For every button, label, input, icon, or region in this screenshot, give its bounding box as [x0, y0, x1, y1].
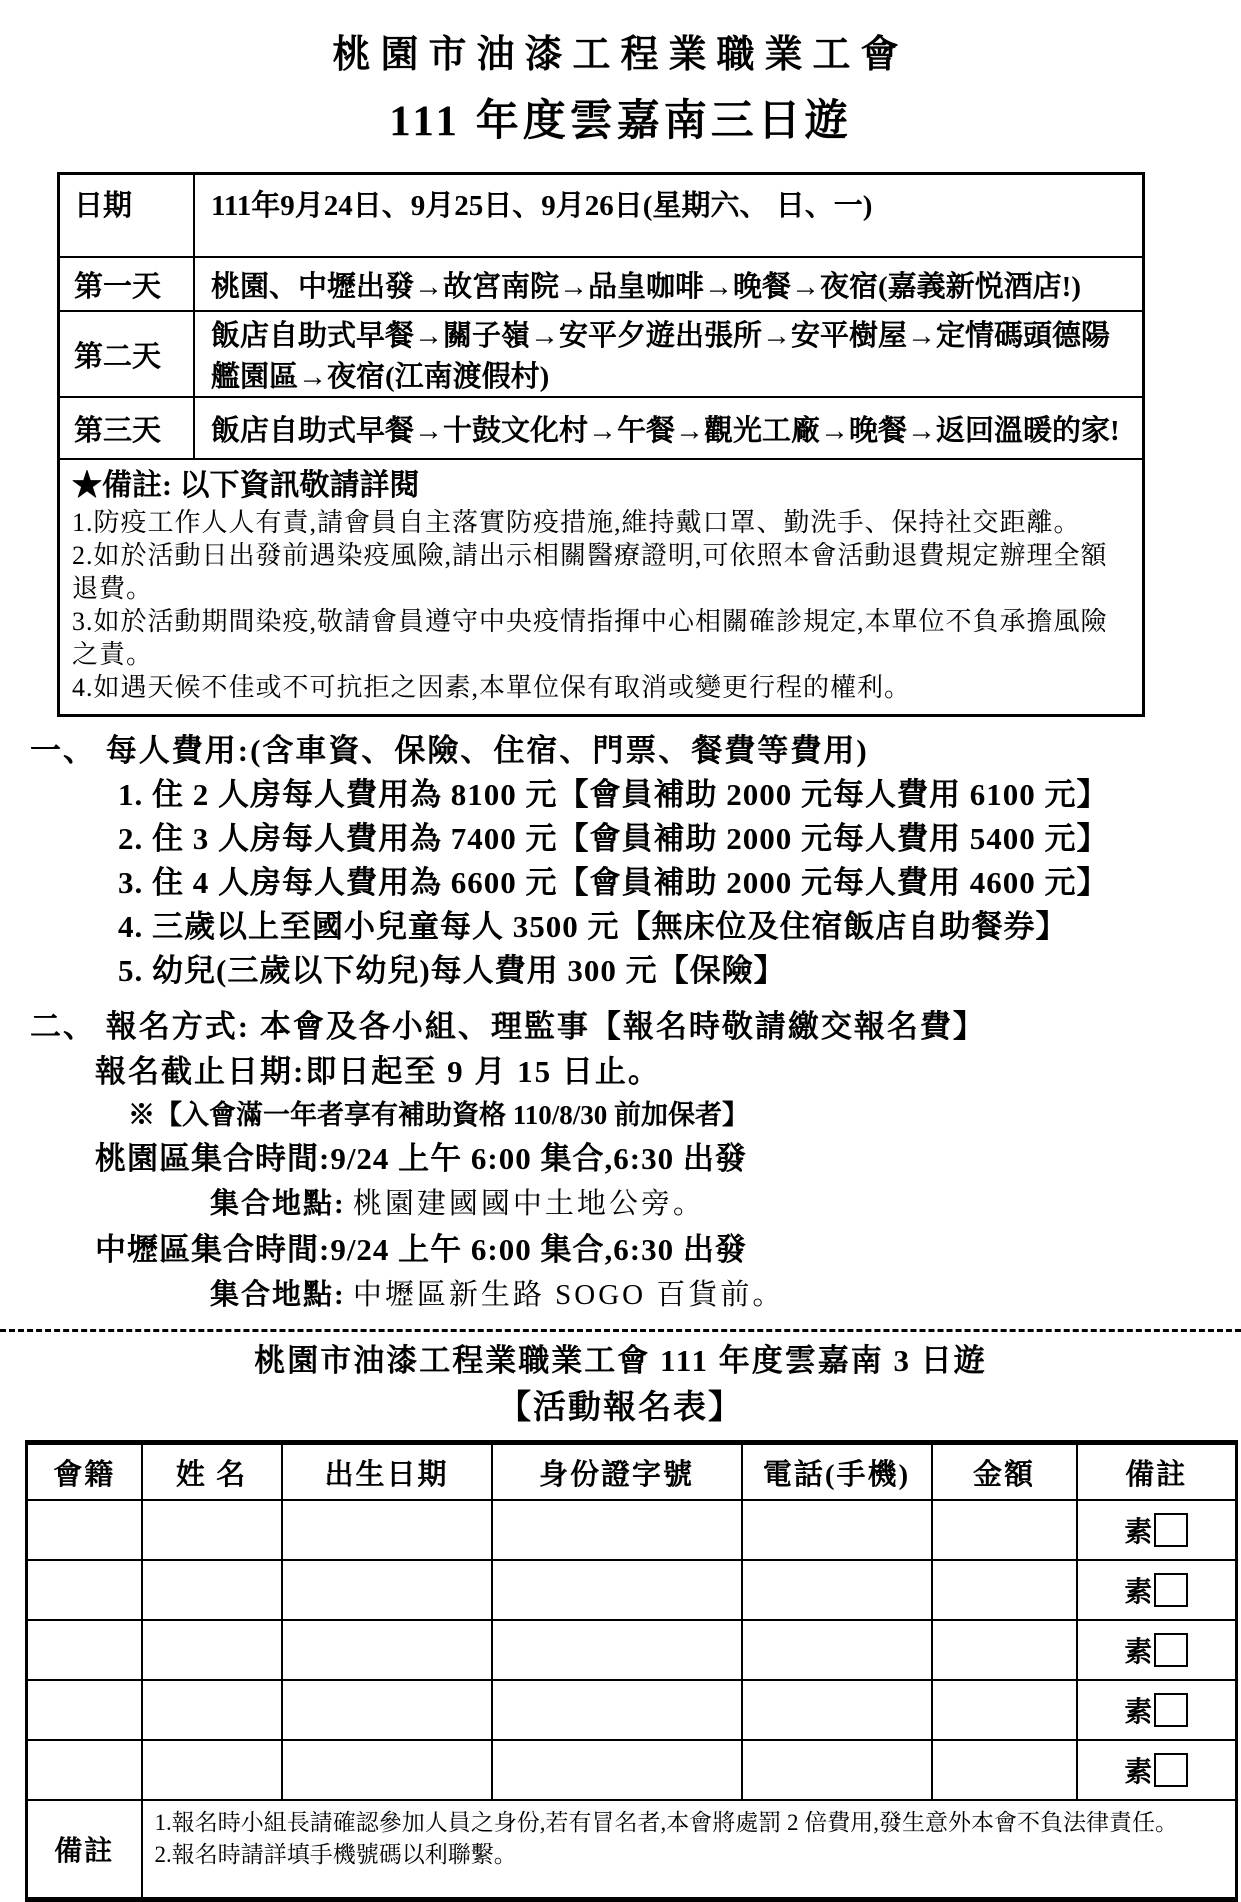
name-field[interactable] — [142, 1500, 282, 1560]
vegetarian-label: 素 — [1124, 1517, 1153, 1548]
birthdate-field[interactable] — [282, 1680, 492, 1740]
itinerary-notes-cell — [59, 459, 1144, 716]
col-membership: 會籍 — [27, 1443, 142, 1501]
form-title: 桃園市油漆工程業職業工會 111 年度雲嘉南 3 日遊 — [254, 1343, 987, 1378]
membership-field[interactable] — [27, 1740, 142, 1800]
itinerary-day3-value: 飯店自助式早餐→十鼓文化村→午餐→觀光工廠→晚餐→返回溫暖的家! — [194, 397, 1144, 459]
remarks-field — [1077, 1500, 1237, 1560]
fee-item-3: 3. 住 4 人房每人費用為 6600 元【會員補助 2000 元每人費用 4600 元】 — [118, 865, 1109, 900]
phone-field[interactable] — [742, 1620, 932, 1680]
footnote-line-2: 2.報名時請詳填手機號碼以利聯繫。 — [154, 1842, 517, 1867]
vegetarian-checkbox[interactable] — [1154, 1753, 1188, 1787]
itinerary-notes-row — [59, 459, 1144, 716]
phone-field[interactable] — [742, 1680, 932, 1740]
fees-heading: 一、 每人費用:(含車資、保險、住宿、門票、餐費等費用) — [30, 733, 869, 768]
id-number-field[interactable] — [492, 1620, 742, 1680]
fee-item-4: 4. 三歲以上至國小兒童每人 3500 元【無床位及住宿飯店自助餐券】 — [118, 909, 1068, 944]
amount-field[interactable] — [932, 1560, 1077, 1620]
col-birthdate: 出生日期 — [282, 1443, 492, 1501]
itinerary-row-date — [59, 174, 1144, 258]
fee-item-1: 1. 住 2 人房每人費用為 8100 元【會員補助 2000 元每人費用 6100 元】 — [118, 777, 1109, 812]
signup-heading: 二、 報名方式: 本會及各小組、理監事【報名時敬請繳交報名費】 — [30, 1009, 986, 1044]
signup-deadline: 報名截止日期:即日起至 9 月 15 日止。 — [95, 1054, 661, 1089]
col-id-number: 身份證字號 — [492, 1443, 742, 1501]
note-line-1: 1.防疫工作人人有責,請會員自主落實防疫措施,維持戴口罩、勤洗手、保持社交距離。 — [72, 508, 1081, 537]
vegetarian-checkbox[interactable] — [1154, 1633, 1188, 1667]
notes-title: ★備註: 以下資訊敬請詳閱 — [72, 469, 420, 502]
registration-row — [27, 1680, 1237, 1740]
birthdate-field[interactable] — [282, 1740, 492, 1800]
id-number-field[interactable] — [492, 1500, 742, 1560]
phone-field[interactable] — [742, 1740, 932, 1800]
fee-item-2: 2. 住 3 人房每人費用為 7400 元【會員補助 2000 元每人費用 5400 元】 — [118, 821, 1109, 856]
union-title: 桃園市油漆工程業職業工會 — [332, 34, 909, 76]
zhongli-place-label: 集合地點: — [210, 1279, 346, 1311]
footnote-label: 備註 — [27, 1800, 142, 1900]
taoyuan-meeting-place — [210, 1182, 1241, 1226]
taoyuan-meeting-time: 桃園區集合時間:9/24 上午 6:00 集合,6:30 出發 — [95, 1141, 747, 1176]
phone-field[interactable] — [742, 1500, 932, 1560]
birthdate-field[interactable] — [282, 1560, 492, 1620]
amount-field[interactable] — [932, 1740, 1077, 1800]
name-field[interactable] — [142, 1680, 282, 1740]
footnote-line-1: 1.報名時小組長請確認參加人員之身份,若有冒名者,本會將處罰 2 倍費用,發生意外本會不負法律責任。 — [154, 1810, 1178, 1835]
itinerary-date-value: 111年9月24日、9月25日、9月26日(星期六、 日、一) — [194, 174, 1144, 258]
fee-item-5: 5. 幼兒(三歲以下幼兒)每人費用 300 元【保險】 — [118, 953, 786, 988]
vegetarian-checkbox[interactable] — [1154, 1693, 1188, 1727]
itinerary-date-label: 日期 — [59, 174, 195, 258]
col-remarks: 備註 — [1077, 1443, 1237, 1501]
remarks-field — [1077, 1680, 1237, 1740]
itinerary-day1-value: 桃園、中壢出發→故宮南院→品皇咖啡→晚餐→夜宿(嘉義新悦酒店!) — [194, 257, 1144, 311]
amount-field[interactable] — [932, 1680, 1077, 1740]
remarks-field — [1077, 1620, 1237, 1680]
registration-row — [27, 1740, 1237, 1800]
itinerary-row-day3 — [59, 397, 1144, 459]
membership-field[interactable] — [27, 1500, 142, 1560]
zhongli-meeting-place — [210, 1273, 1241, 1317]
name-field[interactable] — [142, 1560, 282, 1620]
remarks-field — [1077, 1560, 1237, 1620]
vegetarian-label: 素 — [1124, 1577, 1153, 1608]
note-line-4: 4.如遇天候不佳或不可抗拒之因素,本單位保有取消或變更行程的權利。 — [72, 673, 912, 702]
itinerary-row-day2 — [59, 311, 1144, 397]
zhongli-place-value: 中壢區新生路 SOGO 百貨前。 — [352, 1279, 785, 1311]
registration-row — [27, 1560, 1237, 1620]
vegetarian-checkbox[interactable] — [1154, 1573, 1188, 1607]
taoyuan-place-value: 桃園建國國中土地公旁。 — [352, 1188, 705, 1220]
footnote-text — [142, 1800, 1237, 1900]
membership-field[interactable] — [27, 1620, 142, 1680]
amount-field[interactable] — [932, 1620, 1077, 1680]
id-number-field[interactable] — [492, 1740, 742, 1800]
col-amount: 金額 — [932, 1443, 1077, 1501]
birthdate-field[interactable] — [282, 1620, 492, 1680]
itinerary-day2-label: 第二天 — [59, 311, 195, 397]
name-field[interactable] — [142, 1740, 282, 1800]
itinerary-day2-value: 飯店自助式早餐→關子嶺→安平夕遊出張所→安平樹屋→定情碼頭德陽艦園區→夜宿(江南渡假村) — [194, 311, 1144, 397]
zhongli-meeting-time: 中壢區集合時間:9/24 上午 6:00 集合,6:30 出發 — [95, 1232, 747, 1267]
registration-row — [27, 1500, 1237, 1560]
registration-header-row — [27, 1443, 1237, 1501]
form-subtitle: 【活動報名表】 — [498, 1390, 743, 1426]
note-line-2: 2.如於活動日出發前遇染疫風險,請出示相關醫療證明,可依照本會活動退費規定辦理全額退費。 — [72, 541, 1108, 603]
itinerary-table — [57, 172, 1145, 717]
itinerary-day1-label: 第一天 — [59, 257, 195, 311]
registration-footnote-row — [27, 1800, 1237, 1900]
name-field[interactable] — [142, 1620, 282, 1680]
birthdate-field[interactable] — [282, 1500, 492, 1560]
membership-field[interactable] — [27, 1680, 142, 1740]
vegetarian-label: 素 — [1124, 1757, 1153, 1788]
id-number-field[interactable] — [492, 1560, 742, 1620]
vegetarian-label: 素 — [1124, 1637, 1153, 1668]
col-name: 姓 名 — [142, 1443, 282, 1501]
itinerary-day3-label: 第三天 — [59, 397, 195, 459]
remarks-field — [1077, 1740, 1237, 1800]
phone-field[interactable] — [742, 1560, 932, 1620]
membership-field[interactable] — [27, 1560, 142, 1620]
col-phone: 電話(手機) — [742, 1443, 932, 1501]
id-number-field[interactable] — [492, 1680, 742, 1740]
amount-field[interactable] — [932, 1500, 1077, 1560]
registration-table — [25, 1440, 1238, 1902]
dashed-cut-line — [0, 1329, 1241, 1332]
itinerary-row-day1 — [59, 257, 1144, 311]
vegetarian-checkbox[interactable] — [1154, 1513, 1188, 1547]
vegetarian-label: 素 — [1124, 1697, 1153, 1728]
note-line-3: 3.如於活動期間染疫,敬請會員遵守中央疫情指揮中心相關確診規定,本單位不負承擔風險之責。 — [72, 607, 1108, 669]
event-title: 111 年度雲嘉南三日遊 — [389, 98, 852, 145]
registration-row — [27, 1620, 1237, 1680]
subsidy-eligibility: ※【入會滿一年者享有補助資格 110/8/30 前加保者】 — [128, 1100, 750, 1130]
taoyuan-place-label: 集合地點: — [210, 1188, 346, 1220]
